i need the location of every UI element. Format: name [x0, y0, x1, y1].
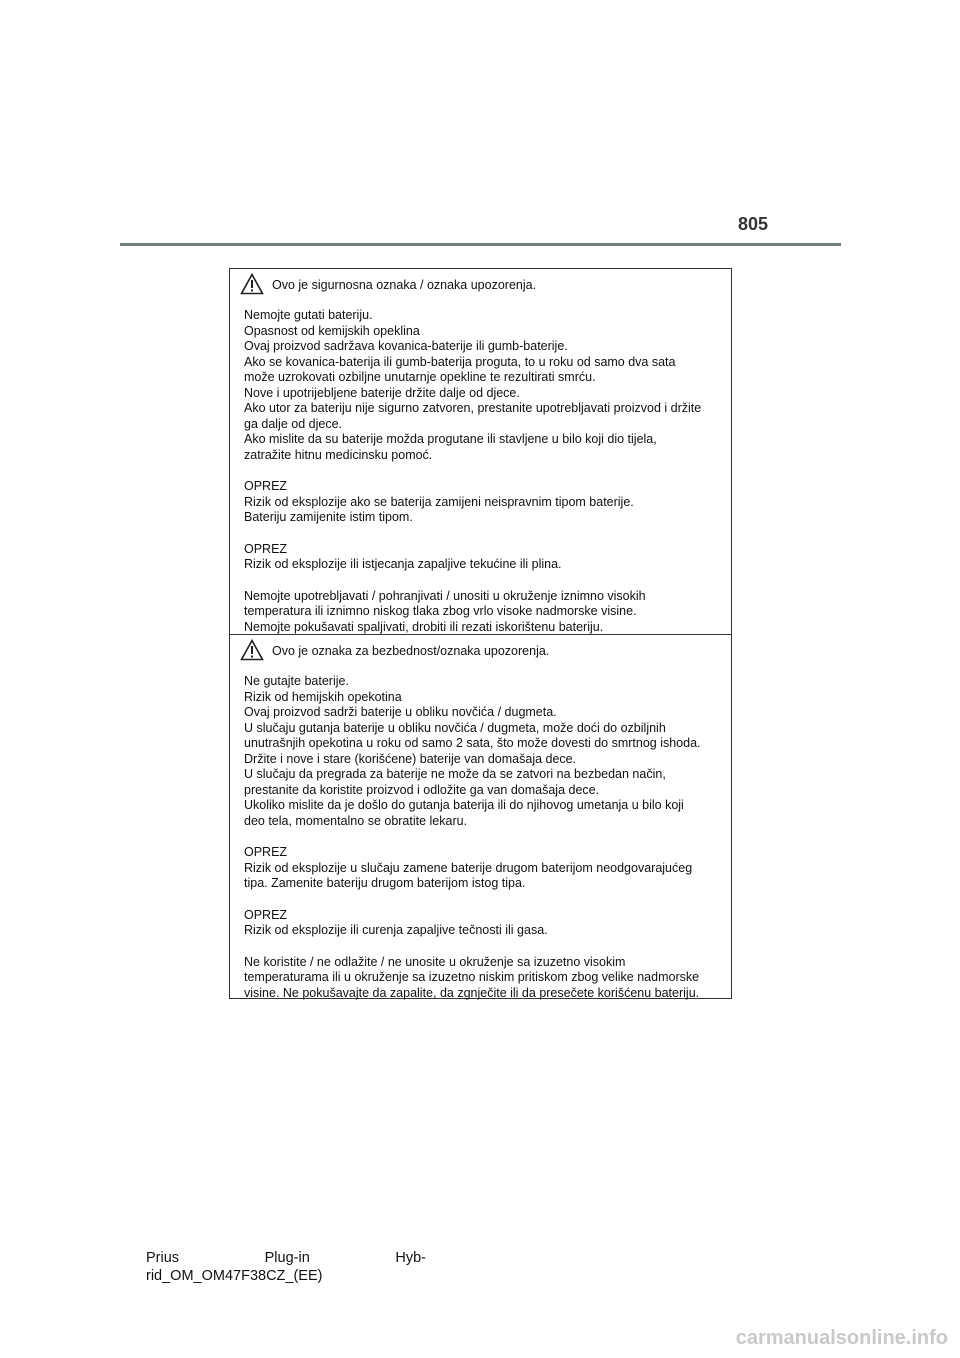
footer-word: Hyb-: [395, 1250, 426, 1266]
text-line: Ovaj proizvod sadržava kovanica-baterije ili gumb-baterije.: [244, 339, 568, 353]
text-line: Držite i nove i stare (korišćene) baterije van domašaja dece.: [244, 751, 577, 766]
text-line: deo tela, momentalno se obratite lekaru.: [244, 813, 468, 828]
text-line: ga dalje od djece.: [244, 416, 342, 431]
warning-section-croatian: [230, 269, 731, 634]
page-number: 805: [738, 214, 769, 234]
text-line: Bateriju zamijenite istim tipom.: [244, 510, 413, 524]
text-line: Opasnost od kemijskih opeklina: [244, 323, 420, 338]
text-line: OPREZ: [244, 541, 288, 556]
blank-line: [244, 526, 725, 542]
text-line: U slučaju da pregrada za baterije ne može da se zatvori na bezbedan način,: [244, 767, 666, 781]
text-line: Ovaj proizvod sadrži baterije u obliku novčića / dugmeta.: [244, 705, 557, 719]
blank-line: [244, 463, 725, 479]
text-line: Rizik od eksplozije ili curenja zapaljive tečnosti ili gasa.: [244, 923, 548, 937]
footer-line-2: rid_OM_OM47F38CZ_(EE): [146, 1268, 323, 1284]
text-line: OPREZ: [244, 479, 288, 493]
footer-word: Plug-in: [264, 1250, 310, 1266]
text-line: visine. Ne pokušavajte da zapalite, da zgnječite ili da presečete korišćenu bateriju.: [244, 985, 700, 1000]
blank-line: [244, 573, 725, 589]
text-line: temperaturama ili u okruženje sa izuzetno niskim pritiskom zbog velike nadmorske: [244, 970, 700, 984]
text-line: U slučaju gutanja baterije u obliku novčića / dugmeta, može doći do ozbiljnih: [244, 720, 666, 735]
text-line: Rizik od hemijskih opekotina: [244, 689, 402, 704]
text-line: tipa. Zamenite bateriju drugom baterijom istog tipa.: [244, 876, 526, 890]
text-line: Ako se kovanica-baterija ili gumb-baterija proguta, to u roku od samo dva sata: [244, 354, 676, 369]
warning-triangle-icon: [240, 639, 264, 661]
text-line: Nemojte pokušavati spaljivati, drobiti ili rezati iskorištenu bateriju.: [244, 619, 604, 634]
footer-document-id: [146, 1249, 426, 1285]
text-line: zatražite hitnu medicinsku pomoć.: [244, 447, 433, 462]
blank-line: [244, 892, 725, 908]
text-line: Nove i upotrijebljene baterije držite dalje od djece.: [244, 385, 520, 400]
text-line: Rizik od eksplozije u slučaju zamene baterije drugom baterijom neodgovarajućeg: [244, 860, 693, 875]
text-line: unutrašnjih opekotina u roku od samo 2 sata, što može dovesti do smrtnog ishoda.: [244, 736, 701, 750]
text-line: Ukoliko mislite da je došlo do gutanja baterija ili do njihovog umetanja u bilo koji: [244, 798, 684, 812]
warning-section-serbian: [230, 634, 731, 1001]
text-line: temperatura ili iznimno niskog tlaka zbog vrlo visoke nadmorske visine.: [244, 604, 637, 618]
text-line: može uzrokovati ozbiljne unutarnje opekline te rezultirati smrću.: [244, 370, 596, 384]
text-line: Ako utor za bateriju nije sigurno zatvoren, prestanite upotrebljavati proizvod i držite: [244, 401, 702, 415]
header-rule: [120, 243, 841, 246]
blank-line: [244, 939, 725, 955]
text-line: OPREZ: [244, 845, 288, 859]
footer-word: Prius: [146, 1250, 180, 1266]
text-line: Rizik od eksplozije ako se baterija zamijeni neispravnim tipom baterije.: [244, 494, 634, 509]
text-line: Ne koristite / ne odlažite / ne unosite u okruženje sa izuzetno visokim: [244, 954, 626, 969]
warning-text-lines: [244, 674, 725, 1001]
warning-triangle-icon: [240, 273, 264, 295]
footer-line-1: [146, 1249, 426, 1267]
section-title: Ovo je oznaka za bezbednost/oznaka upozorenja.: [272, 644, 550, 658]
text-line: prestanite da koristite proizvod i odložite ga van domašaja dece.: [244, 782, 600, 797]
warning-label-box: [229, 268, 732, 999]
section-title: Ovo je sigurnosna oznaka / oznaka upozorenja.: [272, 278, 537, 292]
text-line: Nemojte upotrebljavati / pohranjivati / unositi u okruženje iznimno visokih: [244, 588, 646, 603]
text-line: Rizik od eksplozije ili istjecanja zapaljive tekućine ili plina.: [244, 557, 562, 571]
text-line: Nemojte gutati bateriju.: [244, 308, 373, 322]
text-line: Ako mislite da su baterije možda progutane ili stavljene u bilo koji dio tijela,: [244, 432, 657, 446]
blank-line: [244, 829, 725, 845]
text-line: Ne gutajte baterije.: [244, 674, 349, 688]
watermark: carmanualsonline.info: [735, 1327, 948, 1349]
text-line: OPREZ: [244, 907, 288, 922]
warning-text-lines: [244, 308, 725, 635]
